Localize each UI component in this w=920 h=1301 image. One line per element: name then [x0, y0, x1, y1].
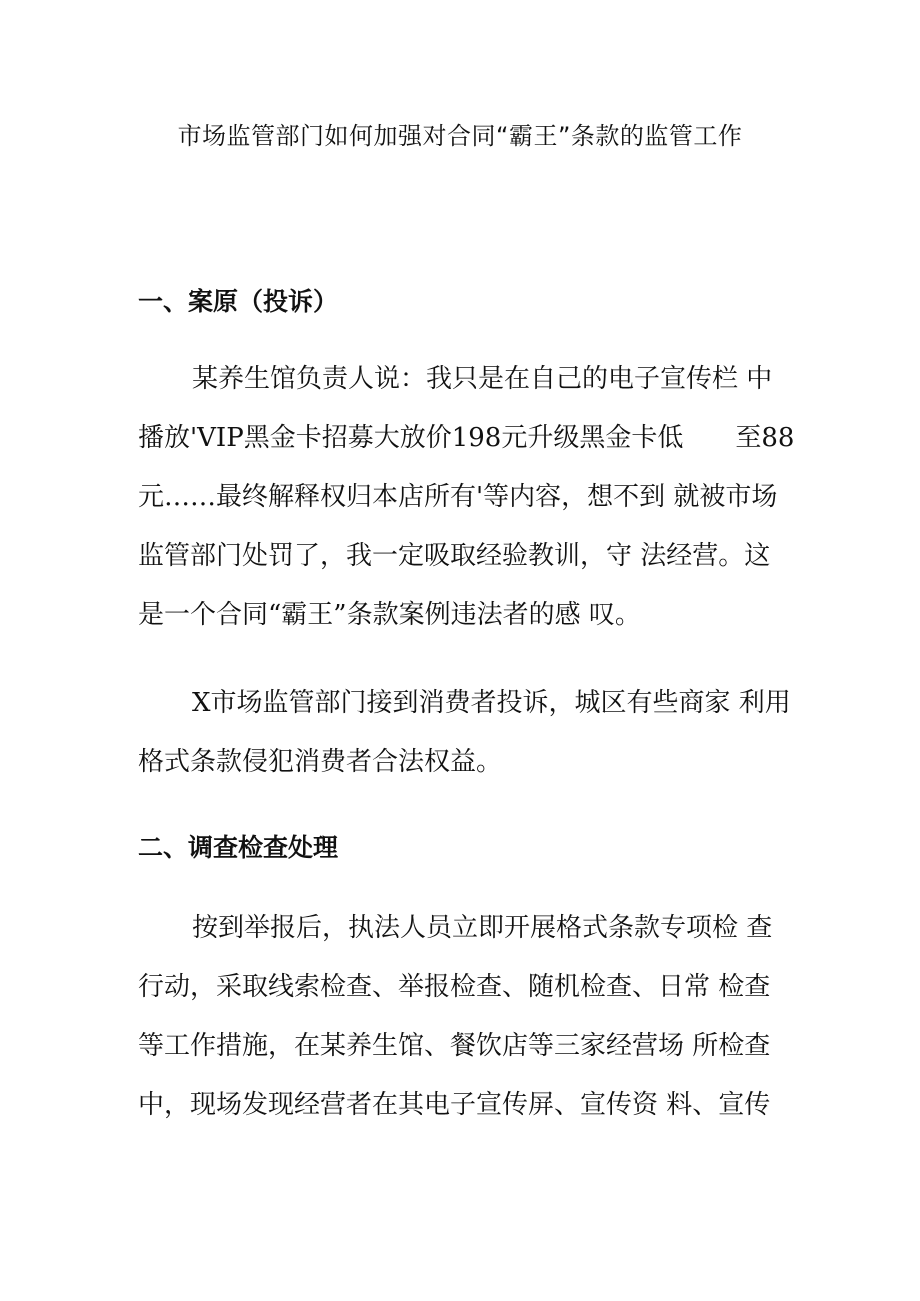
- paragraph-3: [138, 899, 784, 1135]
- paragraph-line: 监管部门处罚了，我一定吸取经验教训，守 法经营。这: [138, 541, 771, 571]
- paragraph-1: [138, 350, 795, 645]
- paragraph-line: 按到举报后，执法人员立即开展格式条款专项检 查: [192, 913, 773, 943]
- paragraph-line: 某养生馆负责人说：我只是在自己的电子宣传栏 中: [192, 364, 773, 394]
- paragraph-line: 格式条款侵犯消费者合法权益。: [138, 747, 503, 777]
- paragraph-line: X市场监管部门接到消费者投诉，城区有些商家 利用: [192, 688, 791, 718]
- paragraph-line: 行动，采取线索检查、举报检查、随机检查、日常 检查: [138, 972, 771, 1002]
- paragraph-line: 中，现场发现经营者在其电子宣传屏、宣传资 料、宣传: [138, 1090, 771, 1120]
- paragraph-2: [138, 674, 791, 792]
- section-heading-1: 一、案原（投诉）: [138, 287, 339, 316]
- section-heading-2: 二、调查检查处理: [138, 833, 339, 862]
- paragraph-line: 播放'VIP黑金卡招募大放价198元升级黑金卡低 至88: [138, 423, 795, 453]
- paragraph-line: 是一个合同“霸王”条款案例违法者的感 叹。: [138, 600, 641, 630]
- document-title: 市场监管部门如何加强对合同“霸王”条款的监管工作: [177, 122, 743, 150]
- paragraph-line: 等工作措施，在某养生馆、餐饮店等三家经营场 所检查: [138, 1031, 771, 1061]
- paragraph-line: 元……最终解释权归本店所有'等内容，想不到 就被市场: [138, 482, 778, 512]
